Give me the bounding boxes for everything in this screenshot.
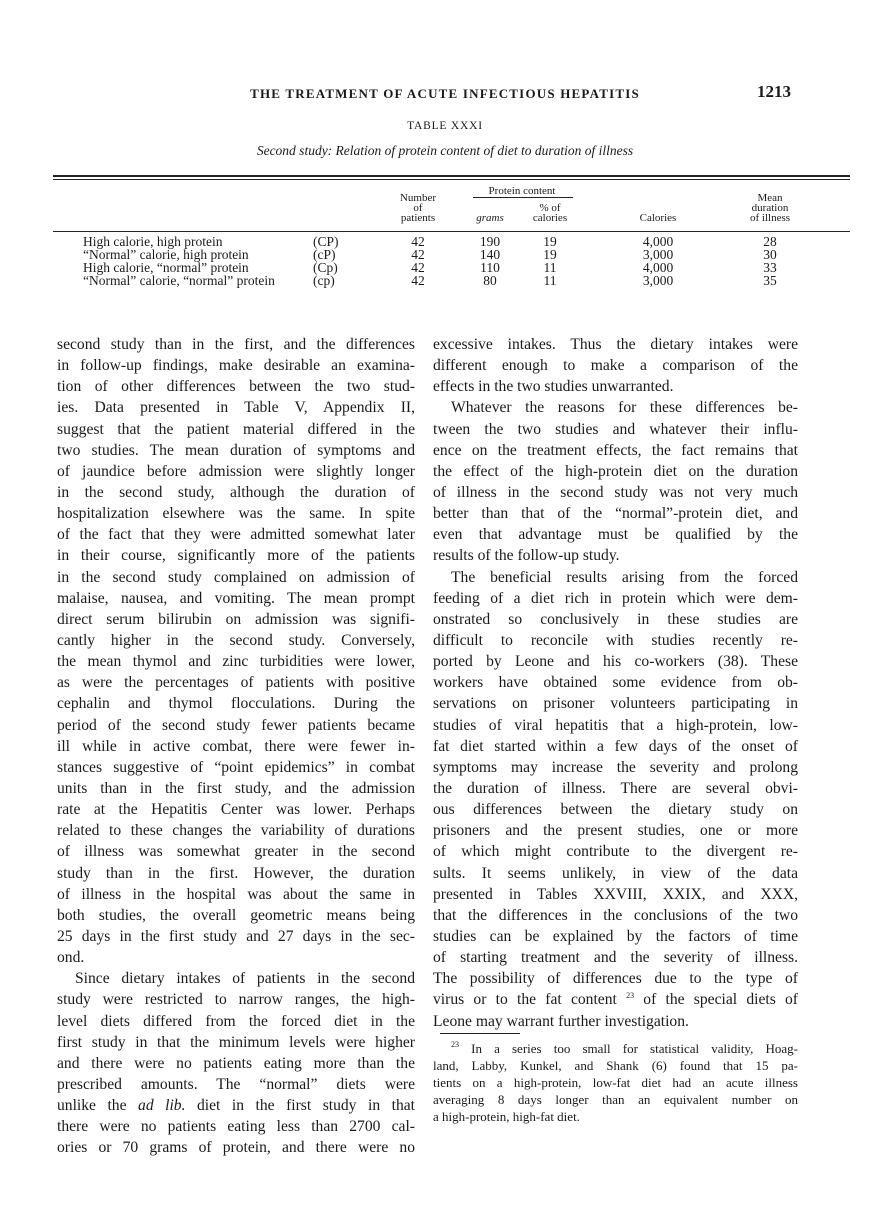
cell-duration: 28 <box>763 234 777 249</box>
cell-duration: 33 <box>763 260 777 275</box>
text-line: study than in the first. However, the duration <box>57 864 415 882</box>
paragraph <box>433 334 798 397</box>
text-line: excessive intakes. Thus the dietary intakes were <box>433 336 798 353</box>
text-line: there were no patients eating less than 2700 cal- <box>57 1118 415 1136</box>
text-line <box>433 1040 798 1057</box>
cell-calories: 4,000 <box>642 234 674 249</box>
cell-patients: 42 <box>411 234 425 249</box>
text-line: presented in Tables XXVIII, XXIX, and XXX, <box>433 885 798 903</box>
text-line: malaise, nausea, and vomiting. The mean prompt <box>57 589 415 607</box>
paragraph <box>57 334 415 968</box>
header-patients <box>388 193 448 223</box>
table-caption: Second study: Relation of protein content of diet to duration of illness <box>256 143 634 158</box>
text-line: in the second study complained on admission of <box>57 568 415 586</box>
cell-duration: 30 <box>763 247 777 262</box>
text-line: of the fact that they were admitted somewhat later <box>57 526 415 544</box>
text-line: that the differences in the conclusions of the two <box>433 906 798 924</box>
text-line: Since dietary intakes of patients in the second <box>75 970 415 988</box>
text-span: In a series too small for statistical validity, Hoag- <box>459 1041 798 1056</box>
header-text: % of <box>539 202 561 214</box>
text-line: in their course, significantly more of the patients <box>57 547 415 565</box>
text-line: first study in that the minimum levels were higher <box>57 1033 415 1051</box>
text-line: period of the second study fewer patients became <box>57 716 415 734</box>
text-line: of starting treatment and the severity of illness. <box>433 949 798 967</box>
paragraph <box>57 968 415 1158</box>
text-span: of the special diets of <box>634 991 798 1009</box>
text-line: feeding of a diet rich in protein which were dem- <box>433 589 798 607</box>
cell-calories: 3,000 <box>642 247 674 262</box>
text-line: prescribed amounts. The “normal” diets were <box>57 1075 415 1093</box>
text-line: a high-protein, high-fat diet. <box>433 1109 580 1124</box>
text-line: sults. It seems unlikely, in view of the data <box>433 864 798 882</box>
header-text: patients <box>400 212 436 224</box>
text-line: of illness was somewhat greater in the second <box>57 843 415 861</box>
text-line: hospitalization elsewhere was the same. In spite <box>57 505 415 523</box>
text-line: of jaundice before admission were slightly longer <box>57 462 415 480</box>
text-line: suggest that the patient material differed in the <box>57 420 415 438</box>
text-span: ad lib. <box>138 1097 186 1115</box>
footnote-marker: 23 <box>451 1040 459 1049</box>
header-text: Mean <box>757 192 783 204</box>
text-line: effects in the two studies unwarranted. <box>433 378 674 396</box>
cell-code: (cp) <box>313 273 335 288</box>
cell-code: (CP) <box>313 234 339 249</box>
text-line: 25 days in the first study and 27 days in the sec- <box>57 927 415 945</box>
text-line: related to these changes the variability of durations <box>57 822 415 840</box>
text-line: ill while in active combat, there were fewer in- <box>57 737 415 755</box>
cell-grams: 190 <box>479 234 501 249</box>
text-line: units than in the first study, and the admission <box>57 779 415 797</box>
footnote-marker: 23 <box>626 991 635 1001</box>
text-span: diet in the first study in that <box>185 1097 415 1115</box>
table-header-rule <box>53 231 850 232</box>
text-line: in the second study, although the duration of <box>57 483 415 501</box>
text-line: two studies. The mean duration of symptoms and <box>57 441 415 459</box>
cell-patients: 42 <box>411 273 425 288</box>
table-label: TABLE XXXI <box>407 120 483 132</box>
text-line: rate at the Hepatitis Center was lower. Perhaps <box>57 801 415 819</box>
text-line: prisoners and the present studies, one or more <box>433 822 798 840</box>
cell-diet: “Normal” calorie, high protein <box>83 247 249 262</box>
header-protein-content: Protein content <box>488 185 556 197</box>
text-line: tion of other differences between the two stud- <box>57 378 415 396</box>
text-line <box>433 989 798 1010</box>
text-line: ence on the treatment effects, the fact remains that <box>433 441 798 459</box>
cell-code: (cP) <box>313 247 336 262</box>
text-line: study were restricted to narrow ranges, the high- <box>57 991 415 1009</box>
paragraph <box>433 1040 798 1125</box>
page-number: 1213 <box>757 82 791 101</box>
text-line <box>57 1095 415 1116</box>
header-grams: grams <box>476 212 504 224</box>
paragraph <box>433 397 798 566</box>
text-line: cephalin and thymol flocculations. During the <box>57 695 415 713</box>
text-line: studies of viral hepatitis that a high-protein, low- <box>433 716 798 734</box>
text-line: results of the follow-up study. <box>433 547 620 565</box>
cell-patients: 42 <box>411 247 425 262</box>
text-line: as were the percentages of patients with positive <box>57 674 415 692</box>
text-line: ies. Data presented in Table V, Appendix II, <box>57 399 415 417</box>
text-line: the duration of illness. There are several obvi- <box>433 779 798 797</box>
running-head: THE TREATMENT OF ACUTE INFECTIOUS HEPATITIS <box>250 86 640 101</box>
table-top-rule <box>53 175 850 177</box>
cell-grams: 110 <box>480 260 500 275</box>
text-line: even that advantage must be qualified by the <box>433 526 798 544</box>
text-line: Leone may warrant further investigation. <box>433 1012 689 1030</box>
cell-percent: 11 <box>543 260 557 275</box>
text-line: workers have obtained some evidence from ob- <box>433 674 798 692</box>
protein-group-rule <box>473 197 573 198</box>
paragraph <box>433 567 798 1032</box>
text-line: different enough to make a comparison of the <box>433 357 798 375</box>
text-line: of which might contribute to the divergent re- <box>433 843 798 861</box>
text-line: averaging 8 days longer than an equivalent number on <box>433 1092 798 1107</box>
footnote-rule <box>440 1033 520 1034</box>
header-text: Number <box>399 192 437 204</box>
text-line: The possibility of differences due to the type of <box>433 970 798 988</box>
right-column <box>433 334 798 1032</box>
header-mean-duration <box>735 193 805 223</box>
footnote <box>433 1040 798 1125</box>
text-span: unlike the <box>57 1097 139 1115</box>
text-line: The beneficial results arising from the forced <box>451 568 798 586</box>
cell-diet: High calorie, high protein <box>83 234 223 249</box>
header-percent-calories <box>525 203 575 223</box>
text-line: of illness in the second study was not very much <box>433 483 798 501</box>
text-span: virus or to the fat content <box>433 991 627 1009</box>
cell-calories: 3,000 <box>642 273 674 288</box>
text-line: ported by Leone and his co-workers (38). These <box>433 653 798 671</box>
text-line: studies can be explained by the factors of time <box>433 927 798 945</box>
text-line: the mean thymol and zinc turbidities were lower, <box>57 653 415 671</box>
cell-patients: 42 <box>411 260 425 275</box>
cell-grams: 140 <box>479 247 501 262</box>
text-line: in follow-up findings, make desirable an examina- <box>57 357 415 375</box>
header-text: of illness <box>749 212 791 224</box>
text-line: tween the two studies and whatever their influ- <box>433 420 798 438</box>
header-text: duration <box>751 202 789 214</box>
text-line: cantly higher in the second study. Conversely, <box>57 631 415 649</box>
header-calories: Calories <box>639 212 677 224</box>
cell-grams: 80 <box>483 273 497 288</box>
text-line: ond. <box>57 949 85 967</box>
header-text: of <box>413 202 423 214</box>
left-column <box>57 334 415 1158</box>
text-line: land, Labby, Kunkel, and Shank (6) found that 15 pa- <box>433 1058 798 1073</box>
text-line: direct serum bilirubin on admission was signifi- <box>57 610 415 628</box>
text-line: the effect of the high-protein diet on the duration <box>433 462 798 480</box>
text-line: Whatever the reasons for these differences be- <box>451 399 798 417</box>
text-line: onstrated so conclusively in these studies are <box>433 610 798 628</box>
text-line: difficult to reconcile with studies recently re- <box>433 631 798 649</box>
cell-percent: 19 <box>543 234 557 249</box>
text-line: tients on a high-protein, low-fat diet had an acute illness <box>433 1075 798 1090</box>
cell-percent: 19 <box>543 247 557 262</box>
text-line: stances suggestive of “point epidemics” in combat <box>57 758 415 776</box>
cell-calories: 4,000 <box>642 260 674 275</box>
text-line: both studies, the overall geometric means being <box>57 906 415 924</box>
text-line: fat diet started within a few days of the onset of <box>433 737 798 755</box>
cell-duration: 35 <box>763 273 777 288</box>
cell-code: (Cp) <box>313 260 338 275</box>
text-line: ous differences between the dietary study on <box>433 801 798 819</box>
text-line: symptoms may increase the severity and prolong <box>433 758 798 776</box>
text-line: and there were no patients eating more than the <box>57 1054 415 1072</box>
table-top-rule-2 <box>53 179 850 180</box>
header-text: calories <box>532 212 568 224</box>
text-line: second study than in the first, and the differences <box>57 336 415 353</box>
cell-diet: High calorie, “normal” protein <box>83 260 249 275</box>
text-line: servations on prisoner volunteers participating in <box>433 695 798 713</box>
text-line: better than that of the “normal”-protein diet, and <box>433 505 798 523</box>
text-line: ories or 70 grams of protein, and there were no <box>57 1139 415 1157</box>
text-line: level diets differed from the forced diet in the <box>57 1012 415 1030</box>
cell-percent: 11 <box>543 273 557 288</box>
text-line: of illness in the hospital was about the same in <box>57 885 415 903</box>
cell-diet: “Normal” calorie, “normal” protein <box>83 273 275 288</box>
